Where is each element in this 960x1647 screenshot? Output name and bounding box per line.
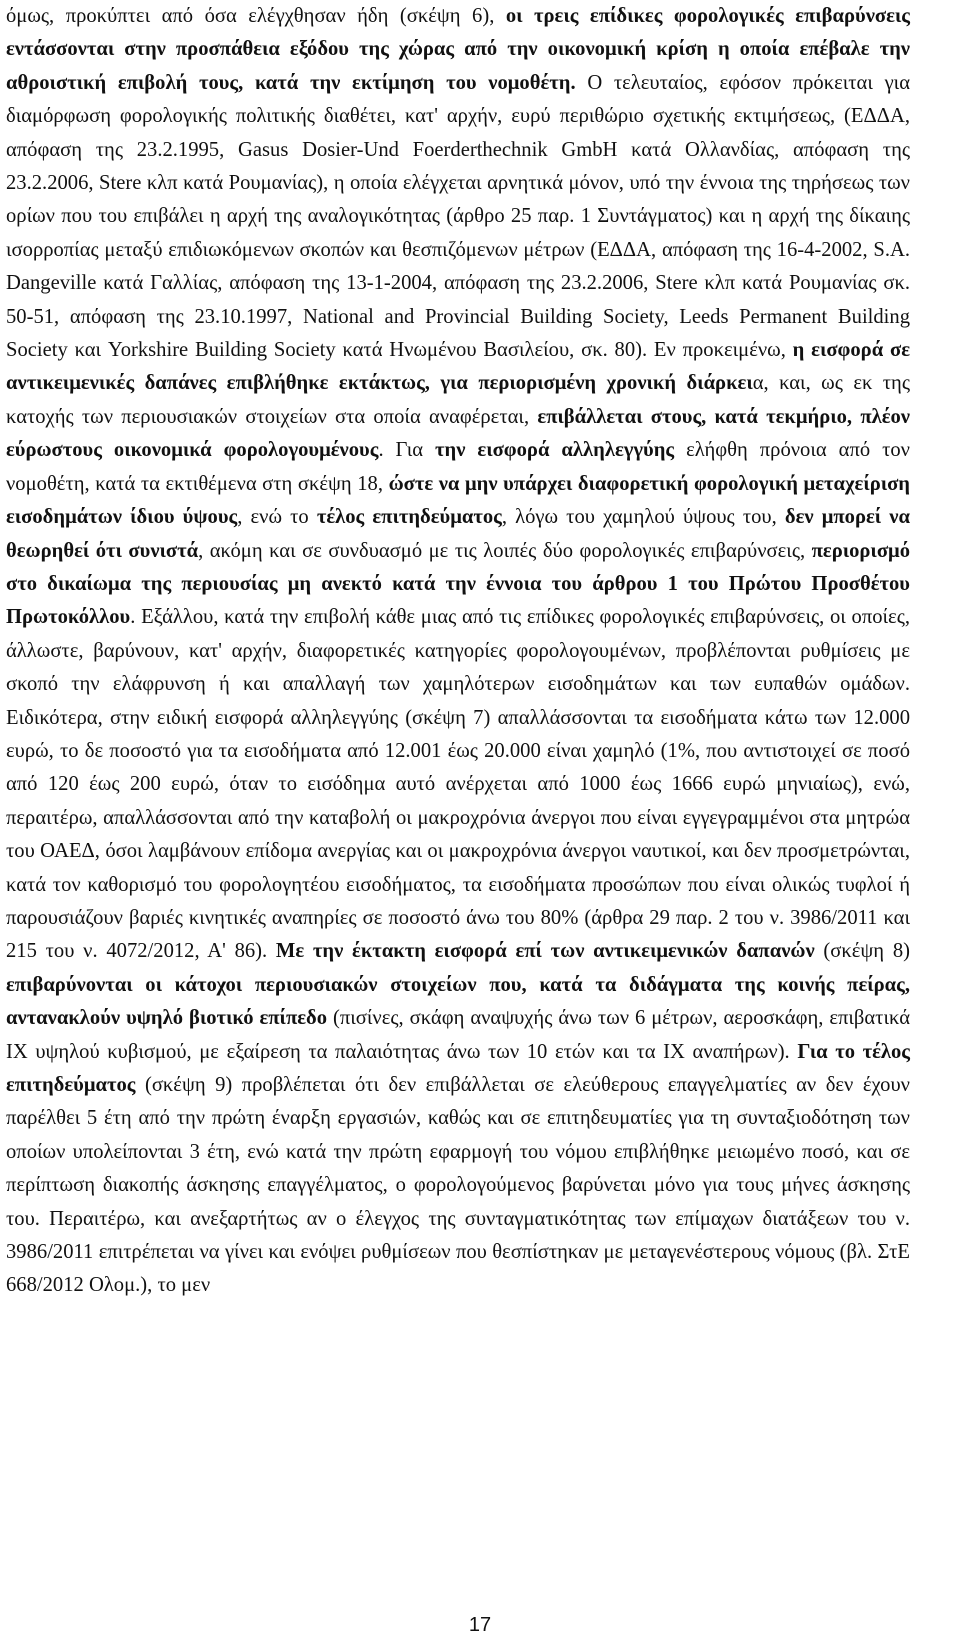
body-paragraph xyxy=(6,0,910,1303)
text-segment: . Εξάλλου, κατά την επιβολή κάθε μιας από τις επίδικες φορολογικές επιβαρύνσεις, οι οποίες, άλλωστε, βαρύνουν, κατ' αρχήν, διαφορετικές κατηγορίες φορολογουμένων, προβλέπονται ρυθμίσεις με σκοπό την ελάφρυνση ή και απαλλαγή των χαμηλότερων εισοδημάτων και των ευπαθών ομάδων. Ειδικότερα, στην ειδική εισφορά αλληλεγγύης (σκέψη 7) απαλλάσσονται τα εισοδήματα κάτω των 12.000 ευρώ, το δε ποσοστό για τα εισοδήματα από 12.001 έως 20.000 είναι χαμηλό (1%, που αντιστοιχεί σε ποσό από 120 έως 200 ευρώ, όταν το εισόδημα αυτό ανέρχεται από 1000 έως 1666 ευρώ μηνιαίως), ενώ, περαιτέρω, απαλλάσσονται από την καταβολή οι μακροχρόνια άνεργοι που είναι εγγεγραμμένοι στα μητρώα του ΟΑΕΔ, όσοι λαμβάνουν επίδομα ανεργίας και οι μακροχρόνια άνεργοι ναυτικοί, και δεν προσμετρώνται, κατά τον καθορισμό του φορολογητέου εισοδήματος, τα εισοδήματα προσώπων που είναι ολικώς τυφλοί ή παρουσιάζουν βαριές κινητικές αναπηρίες σε ποσοστό άνω του 80% (άρθρα 29 παρ. 2 του ν. 3986/2011 και 215 του ν. 4072/2012, Α' 86). xyxy=(6,606,910,963)
bold-text-segment: Με την έκτακτη εισφορά επί των αντικειμενικών δαπανών xyxy=(275,940,815,963)
bold-text-segment: ώστε να μην υπάρχει διαφορετική φορολογική μεταχείριση εισοδημάτων ίδιου ύψους xyxy=(6,472,911,529)
bold-text-segment: δεν μπορεί να θεωρηθεί ότι συνιστά xyxy=(6,506,910,562)
bold-text-segment: την εισφορά αλληλεγγύης xyxy=(435,439,675,462)
bold-text-segment: τέλος επιτηδεύματος xyxy=(316,506,502,529)
bold-text-segment: οι τρεις επίδικες φορολογικές επιβαρύνσεις εντάσσονται στην προσπάθεια εξόδου της χώρας από την οικονομική κρίση η οποία επέβαλε την αθροιστική επιβολή τους, κατά την εκτίμηση του νομοθέτη. xyxy=(6,5,910,94)
page-number: 17 xyxy=(468,1614,492,1636)
text-segment: (σκέψη 9) προβλέπεται ότι δεν επιβάλλεται σε ελεύθερους επαγγελματίες αν δεν έχουν παρέλθει 5 έτη από την πρώτη έναρξη εργασιών, καθώς και σε επιτηδευματίες για τη συνταξιοδότηση των οποίων υπολείπονται 3 έτη, ενώ κατά την πρώτη εφαρμογή του νόμου επιβλήθηκε μειωμένο ποσό, και σε περίπτωση διακοπής άσκησης επαγγέλματος, ο φορολογούμενος βαρύνεται μόνο για τους μήνες άσκησης του. Περαιτέρω, και ανεξαρτήτως αν ο έλεγχος της συνταγματικότητας των επίμαχων διατάξεων του ν. 3986/2011 επιτρέπεται να γίνει και ενόψει ρυθμίσεων που θεσπίστηκαν με μεταγενέστερους νόμους (βλ. ΣτΕ 668/2012 Ολομ.), το μεν xyxy=(6,1074,910,1297)
text-segment: , ακόμη και σε συνδυασμό με τις λοιπές δύο φορολογικές επιβαρύνσεις, xyxy=(198,539,812,562)
bold-text-segment: επιβάλλεται στους, κατά τεκμήριο, πλέον εύρωστους οικονομικά φορολογουμένους xyxy=(6,405,911,462)
text-segment: (σκέψη 8) xyxy=(814,940,910,963)
text-segment: , ενώ το xyxy=(237,506,317,529)
text-segment: (πισίνες, σκάφη αναψυχής άνω των 6 μέτρων, αεροσκάφη, επιβατικά ΙΧ υψηλού κυβισμού, με εξαίρεση τα παλαιότητας άνω των 10 ετών και τα ΙΧ αναπήρων). xyxy=(6,1007,910,1063)
text-segment: ελήφθη πρόνοια από τον νομοθέτη, κατά τα εκτιθέμενα στη σκέψη 18, xyxy=(6,439,910,495)
text-segment: , λόγω του χαμηλού ύψους του, xyxy=(501,506,785,529)
bold-text-segment: Για το τέλος επιτηδεύματος xyxy=(6,1040,910,1096)
text-segment: όμως, προκύπτει από όσα ελέγχθησαν ήδη (σκέψη 6), xyxy=(6,5,506,27)
bold-text-segment: περιορισμό στο δικαίωμα της περιουσίας μη ανεκτό κατά την έννοια του άρθρου 1 του Πρώτου Προσθέτου Πρωτοκόλλου xyxy=(6,539,910,629)
text-segment: α, και, ως εκ της κατοχής των περιουσιακών στοιχείων στα οποία αναφέρεται, xyxy=(6,372,910,428)
bold-text-segment: η εισφορά σε αντικειμενικές δαπάνες επιβλήθηκε εκτάκτως, για περιορισμένη χρονική διάρκει xyxy=(6,339,910,395)
text-segment: . Για xyxy=(378,439,436,462)
text-segment: Ο τελευταίος, εφόσον πρόκειται για διαμόρφωση φορολογικής πολιτικής διαθέτει, κατ' αρχήν, ευρύ περιθώριο σχετικής εκτιμήσεως, (ΕΔΔΑ, απόφαση της 23.2.1995, Gasus Dosier-Und Foerderthechnik GmbH κατά Ολλανδίας, απόφαση της 23.2.2006, Stere κλπ κατά Ρουμανίας), η οποία ελέγχεται αρνητικά μόνον, υπό την έννοια της τηρήσεως των ορίων που του επιβάλει η αρχή της αναλογικότητας (άρθρο 25 παρ. 1 Συντάγματος) και η αρχή της δίκαιης ισορροπίας μεταξύ επιδιωκόμενων σκοπών και θεσπιζόμενων μέτρων (ΕΔΔΑ, απόφαση της 16-4-2002, S.A. Dangeville κατά Γαλλίας, απόφαση της 13-1-2004, απόφαση της 23.2.2006, Stere κλπ κατά Ρουμανίας σκ. 50-51, απόφαση της 23.10.1997, National and Provincial Building Society, Leeds Permanent Building Society και Yorkshire Building Society κατά Ηνωμένου Βασιλείου, σκ. 80). Εν προκειμένω, xyxy=(6,71,911,362)
bold-text-segment: επιβαρύνονται οι κάτοχοι περιουσιακών στοιχείων που, κατά τα διδάγματα της κοινής πείρας, αντανακλούν υψηλό βιοτικό επίπεδο xyxy=(6,973,910,1030)
